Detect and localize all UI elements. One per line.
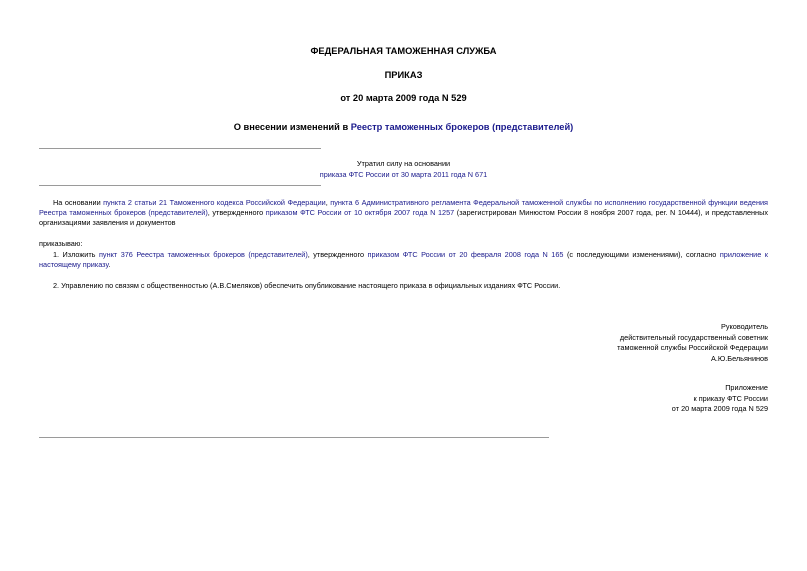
subject-registry-link[interactable]: Реестр таможенных брокеров (представителей) xyxy=(350,122,574,132)
repeal-order-link[interactable]: приказа ФТС России от 30 марта 2011 года N 671 xyxy=(319,170,488,179)
signatory-title-3: таможенной службы Российской Федерации xyxy=(617,343,768,352)
document-subject xyxy=(0,122,807,132)
divider-top xyxy=(39,148,321,149)
preamble-paragraph xyxy=(39,198,768,228)
signatory-title-1: Руководитель xyxy=(720,322,768,331)
divider-mid xyxy=(39,185,321,186)
document-type: ПРИКАЗ xyxy=(384,70,423,80)
appendix-link[interactable]: приложение к настоящему приказу xyxy=(39,250,768,269)
order-item-1 xyxy=(39,250,768,270)
appendix-header xyxy=(468,383,768,415)
order-1257-link[interactable]: приказом ФТС России от 10 октября 2007 года N 1257 xyxy=(265,208,455,217)
status-note-link xyxy=(0,170,807,180)
order-165-link[interactable]: приказом ФТС России от 20 февраля 2008 года N 165 xyxy=(367,250,564,259)
subject-text: О внесении изменений в xyxy=(233,122,351,132)
registry-point-376-link[interactable]: пункт 376 Реестра таможенных брокеров (представителей) xyxy=(98,250,308,259)
preamble-text: (зарегистрирован Минюстом России 8 ноября 2007 года, рег. N 10444), и представленных организациями заявления и документов xyxy=(39,208,768,227)
order-item-2: 2. Управлению по связям с общественностью (А.В.Смеляков) обеспечить опубликование настоящего приказа в официальных изданиях ФТС России. xyxy=(53,281,561,290)
agency-title: ФЕДЕРАЛЬНАЯ ТАМОЖЕННАЯ СЛУЖБА xyxy=(310,46,497,56)
signatory-title-2: действительный государственный советник xyxy=(619,332,768,342)
divider-bottom xyxy=(39,437,549,438)
status-note-line1: Утратил силу на основании xyxy=(356,159,451,168)
preamble-text: , утвержденного xyxy=(207,208,266,217)
order-word: приказываю: xyxy=(39,239,83,248)
appendix-line-1: Приложение xyxy=(725,383,768,392)
customs-code-link[interactable]: пункта 2 статьи 21 Таможенного кодекса Российской Федерации xyxy=(103,198,326,207)
preamble-text: На основании xyxy=(53,198,104,207)
signatory-name: А.Ю.Бельянинов xyxy=(711,353,768,363)
item1-text: , утвержденного xyxy=(307,250,368,259)
item1-text: 1. Изложить xyxy=(53,250,99,259)
appendix-line-2: к приказу ФТС России xyxy=(693,393,768,403)
item1-text: . xyxy=(108,260,111,269)
appendix-line-3: от 20 марта 2009 года N 529 xyxy=(671,404,768,413)
preamble-text: , xyxy=(325,198,331,207)
document-date-number: от 20 марта 2009 года N 529 xyxy=(340,93,467,103)
item1-text: (с последующими изменениями), согласно xyxy=(563,250,720,259)
signature-block xyxy=(468,322,768,364)
admin-regulation-link[interactable]: пункта 6 Административного регламента Федеральной таможенной службы по исполнению государственной функции ведения Реестра таможенных брокеров (представителей) xyxy=(39,198,768,217)
